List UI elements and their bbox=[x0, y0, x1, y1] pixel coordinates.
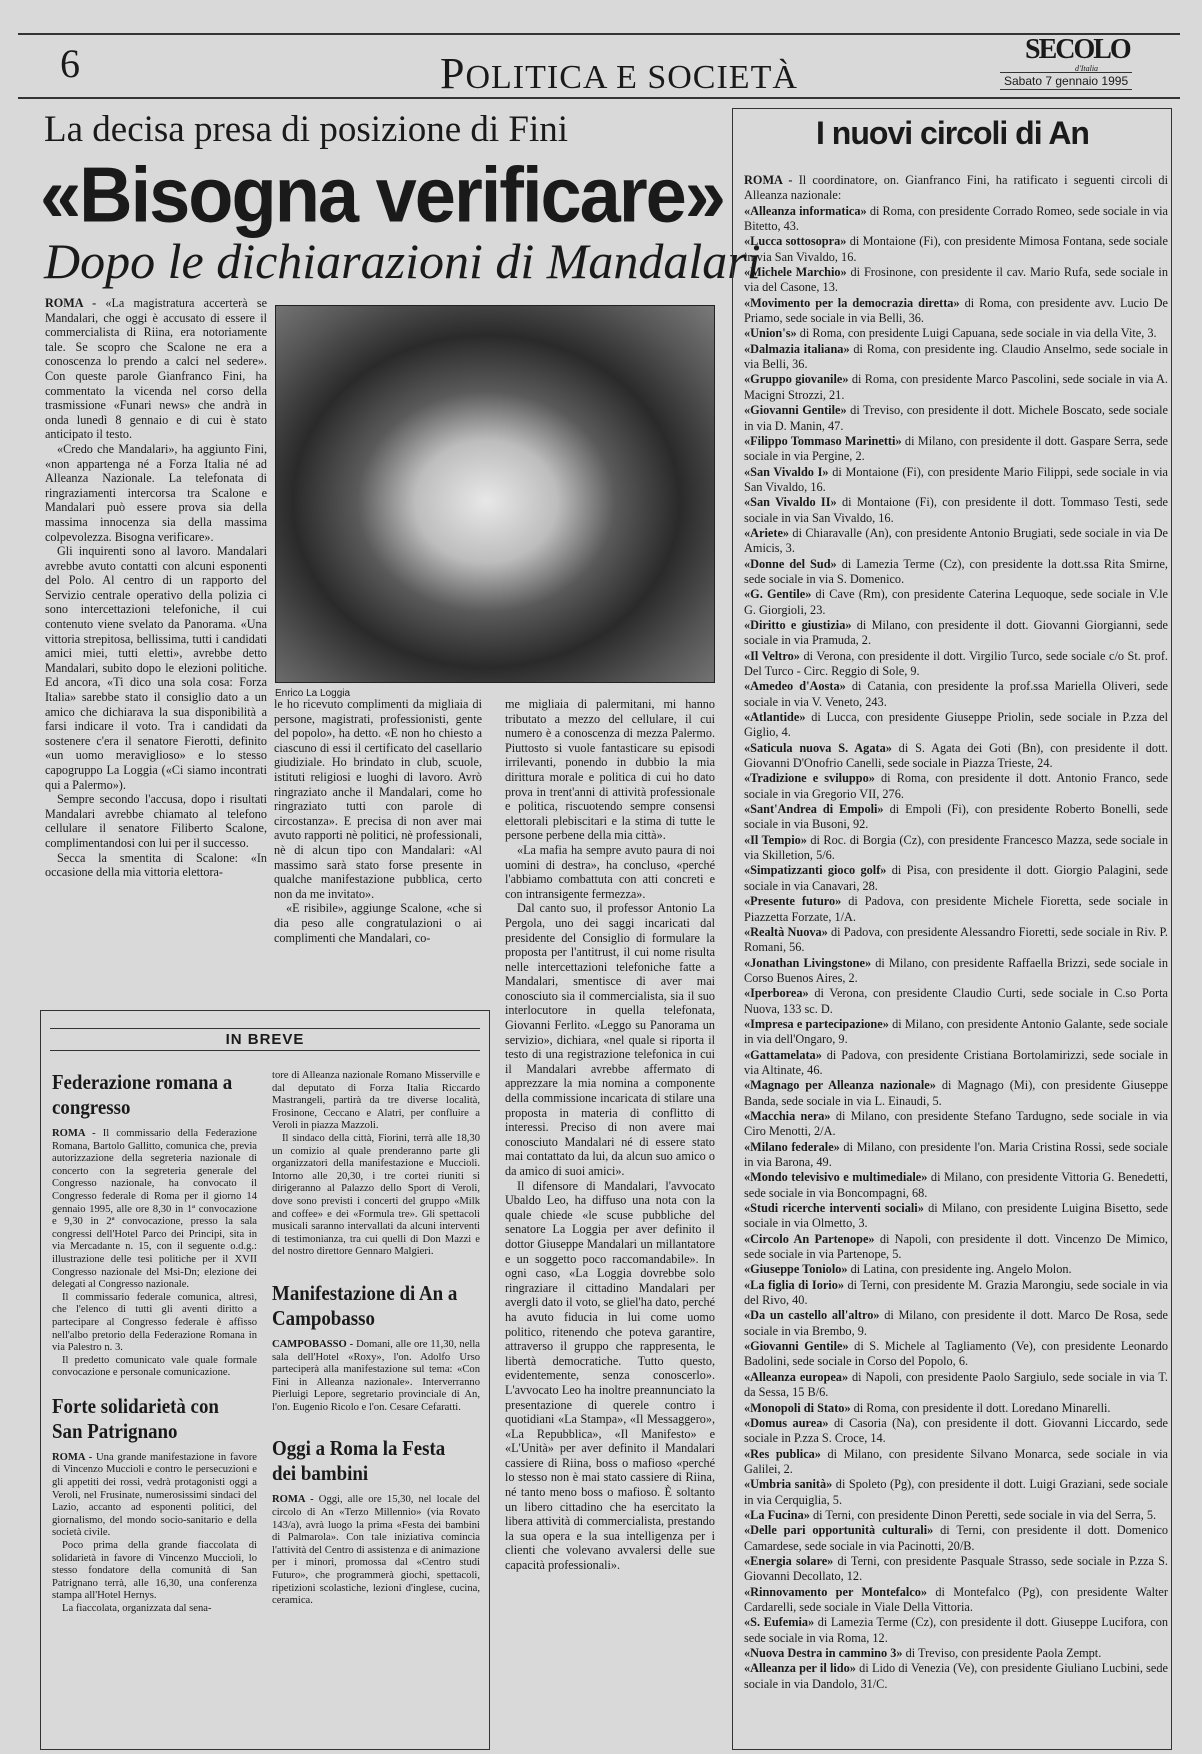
circolo-details: di Lido di Venezia (Ve), con presidente Giuliano Lucbini, sede sociale in via Dandolo, 31/C. bbox=[744, 1661, 1168, 1691]
circolo-name: «Il Tempio» bbox=[744, 832, 807, 847]
circolo-entry bbox=[744, 1078, 1168, 1109]
circolo-name: «La Fucina» bbox=[744, 1507, 810, 1522]
brief-body bbox=[52, 1128, 257, 1380]
brief-dateline: ROMA - bbox=[272, 1494, 319, 1506]
circolo-entry bbox=[744, 495, 1168, 526]
paragraph-text: Dal canto suo, il professor Antonio La Pergola, uno dei saggi incaricati dal presidente del Consiglio di formulare la proposta per l'antitrust, il cui nome risulta nelle intercettazioni telefoniche fatte a Mandalari, smentisce di aver mai conosciuto sia il commercialista, sia il suo interlocutore in quella telefonata, Giovanni Ferlito. «Leggo su Panorama un servizio», dichiara, «nel quale si riporta il testo di una registrazione telefonica in cui il Mandalari avrebbe affermato di apprezzare la mia nomina a componente della commissione incaricata di stilare una proposta in materia di conflitto di interessi. Preciso di non avere mai conosciuto Mandalari né di essere stato mai contattato da lui, da alcun suo amico o da amico di suoi amici». bbox=[505, 901, 715, 1178]
paragraph-text: me migliaia di palermitani, mi hanno tributato a mezzo del cellulare, il cui numero è a conoscenza di mezza Palermo. Piuttosto si vuole fantasticare su episodi irrilevanti, ponendo in dubbio la mia dirittura morale e politica di cui ho dato prova in trent'anni di attività professionale e politica, riscuotendo sempre consensi elettorali plebiscitari e la stima di tutte le persone perbene della mia città». bbox=[505, 697, 715, 843]
circolo-entry bbox=[744, 1401, 1168, 1416]
circolo-entry bbox=[744, 557, 1168, 588]
circolo-details: di Terni, con presidente M. Grazia Marongiu, sede sociale in via del Rivo, 40. bbox=[744, 1277, 1168, 1308]
circolo-details: di Cave (Rm), con presidente Caterina Lequoque, sede sociale in V.le G. Giorgioli, 23. bbox=[744, 587, 1168, 617]
circolo-name: «Ariete» bbox=[744, 525, 790, 540]
circolo-details: di Montaione (Fi), con presidente il dott. Tommaso Testi, sede sociale in via San Vivaldo, 16. bbox=[744, 495, 1168, 525]
brief-paragraph bbox=[272, 1339, 480, 1415]
circolo-name: «Mondo televisivo e multimediale» bbox=[744, 1170, 928, 1185]
circolo-name: «San Vivaldo II» bbox=[744, 495, 837, 510]
in-breve-title: IN BREVE bbox=[50, 1028, 480, 1051]
circolo-details: di Spoleto (Pg), con presidente il dott. Luigi Graziani, sede sociale in via Cerquiglia, 5. bbox=[744, 1477, 1168, 1507]
circolo-name: «Jonathan Livingstone» bbox=[744, 955, 872, 970]
circolo-entry bbox=[744, 1661, 1168, 1692]
circolo-name: «Atlantide» bbox=[744, 710, 806, 725]
brief-paragraph bbox=[52, 1128, 257, 1292]
circolo-details: di Milano, con presidente il dott. Giovanni Giorgianni, sede sociale in via Pramuda, 2. bbox=[744, 617, 1168, 648]
circolo-name: «Alleanza informatica» bbox=[744, 203, 867, 218]
brief-item bbox=[52, 1070, 257, 1380]
circolo-details: di Catania, con presidente la prof.ssa Mariella Oliveri, sede sociale in via V. Veneto, 243. bbox=[744, 679, 1168, 709]
circolo-entry bbox=[744, 802, 1168, 833]
circolo-name: «Impresa e partecipazione» bbox=[744, 1016, 889, 1031]
circolo-entry bbox=[744, 265, 1168, 296]
circoli-intro bbox=[744, 173, 1168, 204]
circolo-details: di Roma, con presidente avv. Lucio De Priamo, sede sociale in via Belli, 36. bbox=[744, 295, 1168, 326]
circolo-name: «Giovanni Gentile» bbox=[744, 1339, 849, 1354]
circolo-details: di Milano, con presidente l'on. Maria Cristina Rossi, sede sociale in via Barona, 49. bbox=[744, 1139, 1168, 1169]
circolo-entry bbox=[744, 465, 1168, 496]
paragraph-text: Gli inquirenti sono al lavoro. Mandalari avrebbe avuto contatti con alcuni esponenti del Polo. Al centro di un rapporto del Servizio centrale operativo della polizia ci sono intercettazioni telefoniche, il cui contenuto viene svelato da Panorama. «Una vittoria strepitosa, bellissima, tutti i candidati amici miei, tutti eletti», avrebbe detto Mandalari, subito dopo le elezioni politiche. Ed ancora, «Ti dico una sola cosa: Forza Italia» sarebbe stato il consiglio dato a un amico che dichiarava la sua disponibilità a farsi indicare il voto. Tra i candidati da sostenere c'era il senatore Fierotti, definito «un uomo meraviglioso» e lo stesso capogruppo La Loggia («Ci siamo incontrati qui a Palermo»). bbox=[45, 544, 267, 792]
circolo-entry bbox=[744, 1646, 1168, 1661]
brief-item bbox=[272, 1436, 480, 1607]
circolo-entry bbox=[744, 649, 1168, 680]
circolo-name: «Res publica» bbox=[744, 1446, 821, 1461]
circolo-details: di Napoli, con presidente il dott. Vincenzo De Mimico, sede sociale in via Partenope, 5. bbox=[744, 1231, 1168, 1262]
circolo-name: «Magnago per Alleanza nazionale» bbox=[744, 1078, 936, 1093]
brief-text: Il commissario federale comunica, altresì, che l'elenco di tutti gli aventi diritto a partecipare al Congresso federale è affisso nell'albo pretorio della Federazione Romana in via Palestro n. 3. bbox=[52, 1291, 257, 1354]
circolo-details: di Roma, con presidente il dott. Antonio Franco, sede sociale in via Gregorio VII, 276. bbox=[744, 771, 1168, 801]
circolo-entry bbox=[744, 1585, 1168, 1616]
circoli-title: I nuovi circoli di An bbox=[816, 115, 1089, 151]
circolo-name: «Union's» bbox=[744, 326, 797, 341]
brief-paragraph bbox=[52, 1355, 257, 1380]
brief-text: La fiaccolata, organizzata dal sena- bbox=[62, 1603, 212, 1614]
circolo-details: di Latina, con presidente ing. Angelo Molon. bbox=[847, 1262, 1072, 1277]
circolo-entry bbox=[744, 1416, 1168, 1447]
article-column-1 bbox=[45, 296, 267, 880]
brief-item bbox=[272, 1281, 480, 1415]
circolo-name: «S. Eufemia» bbox=[744, 1615, 815, 1630]
circolo-name: «San Vivaldo I» bbox=[744, 464, 829, 479]
article-column-2 bbox=[274, 697, 482, 945]
circolo-name: «Lucca sottosopra» bbox=[744, 234, 847, 249]
paragraph-text: «La magistratura accerterà se Mandalari, che oggi è accusato di essere il commercialista di Riina, era notoriamente tale. Se scopro che Scalone ne era a conoscenza lo prendo a calci nel sedere». Con queste parole Gianfranco Fini, ha commentato la vicenda nel corso della trasmissione «Funari news» che andrà in onda lunedì 8 gennaio e di cui è stato anticipato il testo. bbox=[45, 296, 267, 442]
brief-text: Il sindaco della città, Fiorini, terrà alle 18,30 un comizio al quale prenderanno parte gli organizzatori della manifestazione e Muccioli. Intorno alle 20,30, i tre cortei riuniti si dirigeranno al Palazzo dello Sport di Veroli, dove sono previsti i concerti del gruppo «Milk and coffee» e dei «Formula tre». Gli spettacoli musicali saranno intervallati da alcuni interventi di testimonianza, tra cui quelli di Don Mazzi e del nostro direttore Gennaro Malgieri. bbox=[272, 1132, 480, 1258]
circolo-name: «Realtà Nuova» bbox=[744, 924, 828, 939]
circolo-entry bbox=[744, 833, 1168, 864]
circolo-entry bbox=[744, 1554, 1168, 1585]
circolo-details: di Padova, con presidente Alessandro Fioretti, sede sociale in Riv. P. Romani, 56. bbox=[744, 924, 1168, 955]
article-paragraph bbox=[505, 901, 715, 1178]
circolo-name: «Alleanza per il lido» bbox=[744, 1661, 856, 1676]
circolo-name: «Circolo An Partenope» bbox=[744, 1231, 875, 1246]
brief-item bbox=[52, 1394, 257, 1616]
circolo-entry bbox=[744, 863, 1168, 894]
circolo-entry bbox=[744, 1370, 1168, 1401]
circolo-entry bbox=[744, 403, 1168, 434]
circolo-entry bbox=[744, 1140, 1168, 1171]
brief-title: Federazione romana a congresso bbox=[52, 1070, 233, 1119]
article-paragraph bbox=[274, 901, 482, 945]
article-paragraph bbox=[45, 442, 267, 544]
photo-caption: Enrico La Loggia bbox=[275, 688, 351, 699]
circolo-name: «Milano federale» bbox=[744, 1139, 840, 1154]
circoli-list bbox=[744, 173, 1168, 1692]
circolo-name: «Rinnovamento per Montefalco» bbox=[744, 1584, 928, 1599]
circolo-details: di Frosinone, con presidente il cav. Mario Rufa, sede sociale in via del Casone, 13. bbox=[744, 265, 1168, 295]
circolo-entry bbox=[744, 204, 1168, 235]
circolo-details: di S. Michele al Tagliamento (Ve), con presidente Leonardo Badolini, sede sociale in Corso del Popolo, 6. bbox=[744, 1339, 1168, 1369]
article-paragraph bbox=[505, 1179, 715, 1573]
portrait-photo bbox=[275, 305, 715, 683]
article-paragraph bbox=[45, 792, 267, 850]
circolo-entry bbox=[744, 1232, 1168, 1263]
circolo-entry bbox=[744, 1615, 1168, 1646]
issue-date: Sabato 7 gennaio 1995 bbox=[1000, 72, 1132, 90]
circolo-details: di Pisa, con presidente il dott. Giorgio Palagini, sede sociale in via Canavari, 28. bbox=[744, 863, 1168, 893]
circolo-details: di Milano, con presidente Antonio Galante, sede sociale in via dell'Ongaro, 9. bbox=[744, 1016, 1168, 1047]
brief-dateline: ROMA - bbox=[52, 1451, 97, 1463]
circolo-entry bbox=[744, 1017, 1168, 1048]
in-breve-right-column bbox=[272, 1070, 480, 1608]
brief-text: Il commissario della Federazione Romana, Bartolo Gallitto, comunica che, previa autorizzazione della segreteria nazionale di concerto con la segreteria generale del Congresso nazionale, ha convocato il Congresso federale di Roma per il giorno 14 gennaio 1995, alle ore 8,30 in 1ª convocazione e 9,30 in 2ª convocazione, presso la sala congressi dell'Hotel Parco dei Principi, sita in via Mercadante n. 15, con il seguente o.d.g.: illustrazione delle tesi politiche per il XVII Congresso nazionale del Msi-Dn; elezione dei delegati al Congresso nazionale. bbox=[52, 1128, 258, 1291]
circolo-name: «Donne del Sud» bbox=[744, 556, 837, 571]
circolo-details: di Padova, con presidente Cristiana Bortolamirizzi, sede sociale in via Altinate, 46. bbox=[744, 1047, 1168, 1077]
article-paragraph bbox=[505, 697, 715, 843]
article-column-3 bbox=[505, 697, 715, 1573]
brief-paragraph bbox=[52, 1540, 257, 1603]
circolo-details: di Milano, con presidente Silvano Monarca, sede sociale in via Galilei, 2. bbox=[744, 1446, 1168, 1476]
circolo-entry bbox=[744, 925, 1168, 956]
brief-title: Manifestazione di An a Campobasso bbox=[272, 1280, 458, 1330]
article-headline: «Bisogna verificare» bbox=[40, 150, 724, 239]
circolo-details: di Milano, con presidente il dott. Gaspare Serra, sede sociale in via Pergine, 2. bbox=[744, 433, 1168, 464]
circolo-name: «Iperborea» bbox=[744, 986, 809, 1001]
article-kicker: La decisa presa di posizione di Fini bbox=[44, 109, 569, 150]
circolo-details: di Milano, con presidente Stefano Tardugno, sede sociale in via Ciro Menotti, 2/A. bbox=[744, 1108, 1168, 1139]
circolo-entry bbox=[744, 1201, 1168, 1232]
article-paragraph bbox=[274, 697, 482, 901]
circolo-details: di Milano, con presidente Luigina Bisetto, sede sociale in via Olmetto, 3. bbox=[744, 1201, 1168, 1231]
brief-body bbox=[272, 1494, 480, 1607]
circolo-entry bbox=[744, 1278, 1168, 1309]
circolo-details: di Lamezia Terme (Cz), con presidente la dott.ssa Rita Smirne, sede sociale in via S. Domenico. bbox=[744, 556, 1169, 586]
circolo-details: di Padova, con presidente Michele Fioretta, sede sociale in Piazzetta Forzate, 1/A. bbox=[744, 894, 1168, 924]
circolo-entry bbox=[744, 710, 1168, 741]
circolo-details: di Treviso, con presidente Paola Zempt. bbox=[902, 1646, 1102, 1660]
circolo-name: «Presente futuro» bbox=[744, 894, 842, 909]
brief-text: Una grande manifestazione in favore di Vincenzo Muccioli e contro le persecuzioni e gli appetiti dei rossi, vedrà protagonisti oggi a Veroli, nel Frusinate, numerosissimi sindaci del Lazio, accanto ad esponenti politici, del giornalismo, del mondo socio-sanitario e della società civile. bbox=[52, 1451, 258, 1539]
circolo-details: di Montefalco (Pg), con presidente Walter Cardarelli, sede sociale in Viale Della Vittoria. bbox=[744, 1584, 1168, 1614]
brief-title: Oggi a Roma la Festa dei bambini bbox=[272, 1436, 446, 1486]
circolo-details: di Roma, con presidente Marco Pascolini, sede sociale in via A. Macigni Strozzi, 21. bbox=[744, 372, 1168, 402]
article-paragraph bbox=[45, 296, 267, 442]
circolo-name: «La figlia di Iorio» bbox=[744, 1277, 845, 1292]
brief-paragraph bbox=[52, 1452, 257, 1540]
circolo-details: di Magnago (Mi), con presidente Giuseppe Banda, sede sociale in via L. Einaudi, 5. bbox=[744, 1078, 1168, 1108]
circolo-entry bbox=[744, 342, 1168, 373]
circolo-name: «Studi ricerche interventi sociali» bbox=[744, 1201, 924, 1216]
circolo-details: di Roc. di Borgia (Cz), con presidente Francesco Mazza, sede sociale in via Skilletion, 5/6. bbox=[744, 832, 1168, 863]
circolo-details: di Lucca, con presidente Giuseppe Priolin, sede sociale in P.zza del Giglio, 4. bbox=[744, 710, 1168, 740]
circolo-name: «Domus aurea» bbox=[744, 1415, 829, 1430]
brief-text: tore di Alleanza nazionale Romano Misserville e dal deputato di Forza Italia Riccardo Mastrangeli, partirà da tre diverse località, Frosinone, Ceccano e Alatri, per confluire a Veroli in piazza Mazzoli. bbox=[272, 1070, 480, 1132]
circolo-name: «Tradizione e sviluppo» bbox=[744, 771, 875, 786]
circolo-name: «Macchia nera» bbox=[744, 1108, 831, 1123]
brief-body bbox=[272, 1339, 480, 1415]
circolo-entry bbox=[744, 1523, 1168, 1554]
brief-item bbox=[272, 1070, 480, 1259]
circolo-entry bbox=[744, 1339, 1168, 1370]
circolo-name: «Alleanza europea» bbox=[744, 1369, 849, 1384]
circolo-name: «Amedeo d'Aosta» bbox=[744, 679, 846, 694]
circolo-name: «Energia solare» bbox=[744, 1553, 834, 1568]
circolo-details: di Montaione (Fi), con presidente Mario Filippi, sede sociale in via San Vivaldo, 16. bbox=[744, 464, 1168, 494]
circolo-entry bbox=[744, 679, 1168, 710]
circolo-name: «Da un castello all'altro» bbox=[744, 1308, 880, 1323]
page-number: 6 bbox=[60, 41, 80, 86]
circolo-entry bbox=[744, 618, 1168, 649]
circolo-entry bbox=[744, 326, 1168, 341]
circolo-details: di S. Agata dei Goti (Bn), con presidente il dott. Giovanni D'Onofrio Canelli, sede sociale in Piazza Trieste, 24. bbox=[744, 740, 1168, 771]
brief-paragraph bbox=[272, 1070, 480, 1133]
circolo-name: «Diritto e giustizia» bbox=[744, 617, 852, 632]
circolo-entry bbox=[744, 741, 1168, 772]
circolo-name: «G. Gentile» bbox=[744, 587, 812, 602]
circolo-details: di Milano, con presidente Vittoria G. Benedetti, sede sociale in via Boncompagni, 68. bbox=[744, 1170, 1168, 1200]
circolo-details: di Treviso, con presidente il dott. Michele Boscato, sede sociale in via D. Manin, 47. bbox=[744, 403, 1168, 433]
circolo-details: di Empoli (Fi), con presidente Roberto Bonelli, sede sociale in via Busoni, 92. bbox=[744, 802, 1168, 832]
circolo-details: di Chiaravalle (An), con presidente Antonio Brugiati, sede sociale in via De Amicis, 3. bbox=[744, 525, 1168, 556]
paragraph-text: «E risibile», aggiunge Scalone, «che si dia peso alle congratulazioni o ai complimenti che Mandalari, co- bbox=[274, 901, 482, 945]
logo-subtitle: d'Italia bbox=[1075, 64, 1099, 73]
circolo-entry bbox=[744, 526, 1168, 557]
article-subhead: Dopo le dichiarazioni di Mandalari bbox=[44, 233, 761, 289]
newspaper-logo: SECOLO bbox=[1025, 34, 1130, 65]
paragraph-text: le ho ricevuto complimenti da migliaia di persone, magistrati, professionisti, gente del popolo», ha detto. «E non ho chiesto a ciascuno di essi il certificato del casellario giudiziale. Ho brindato in club, scuole, istituti religiosi e luoghi di lavoro. Avrò ringraziato anche il Mandalari, come ho ringraziato tutti con parole di circostanza». E precisa di non aver mai avuto rapporti nè politici, nè professionali, nè di alcun tipo con Mandalari: «Al massimo sarà stato forse presente in qualche manifestazione pubblica, certo non da me invitato». bbox=[274, 697, 482, 901]
section-initial: P bbox=[440, 49, 466, 98]
circolo-entry bbox=[744, 434, 1168, 465]
brief-body bbox=[272, 1070, 480, 1259]
circolo-entry bbox=[744, 1308, 1168, 1339]
circolo-details: di Milano, con presidente il dott. Marco De Rosa, sede sociale in via Brembo, 9. bbox=[744, 1308, 1168, 1338]
circolo-name: «Sant'Andrea di Empoli» bbox=[744, 802, 884, 817]
circolo-details: di Casoria (Na), con presidente il dott. Giovanni Liccardo, sede sociale in P.zza S. Croce, 14. bbox=[744, 1415, 1168, 1446]
circolo-entry bbox=[744, 986, 1168, 1017]
circolo-entry bbox=[744, 1477, 1168, 1508]
brief-text: Domani, alle ore 11,30, nella sala dell'Hotel «Roxy», l'on. Adolfo Urso parteciperà alla manifestazione sul tema: «Con Fini in Alleanza nazionale». Interverranno Pierluigi Lepore, segretario provinciale di An, l'on. Eugenio Ricolo e l'on. Cesare Cefaratti. bbox=[272, 1338, 480, 1413]
circolo-name: «Nuova Destra in cammino 3» bbox=[744, 1646, 903, 1660]
circolo-name: «Giuseppe Toniolo» bbox=[744, 1262, 848, 1277]
circolo-name: «Movimento per la democrazia diretta» bbox=[744, 295, 960, 310]
article-dateline: ROMA - bbox=[45, 296, 106, 310]
circolo-name: «Dalmazia italiana» bbox=[744, 341, 850, 356]
circolo-name: «Filippo Tommaso Marinetti» bbox=[744, 433, 902, 448]
circolo-name: «Monopoli di Stato» bbox=[744, 1400, 851, 1415]
paragraph-text: «Credo che Mandalari», ha aggiunto Fini, «non appartenga né a Forza Italia né ad Alleanza Nazionale. La telefonata di ringraziamenti intercorsa tra Scalone e Mandalari può essere prova sia della massima innocenza sia della massima colpevolezza. Bisogna verificare». bbox=[45, 441, 267, 544]
circolo-entry bbox=[744, 1508, 1168, 1523]
circolo-name: «Umbria sanità» bbox=[744, 1477, 833, 1492]
circolo-details: di Roma, con presidente Luigi Capuana, sede sociale in via della Vite, 3. bbox=[796, 326, 1157, 341]
brief-text: Il predetto comunicato vale quale formale convocazione e personale comunicazione. bbox=[52, 1354, 257, 1379]
circolo-details: di Montaione (Fi), con presidente Mimosa Fontana, sede sociale in via San Vivaldo, 16. bbox=[744, 234, 1168, 264]
circolo-details: di Lamezia Terme (Cz), con presidente il dott. Giuseppe Lucifora, con sede sociale in via Roma, 12. bbox=[744, 1615, 1168, 1645]
circolo-entry bbox=[744, 894, 1168, 925]
top-rule bbox=[18, 33, 1180, 35]
brief-text: Poco prima della grande fiaccolata di solidarietà in favore di Vincenzo Muccioli, lo stesso fondatore della comunità di San Patrignano terrà, alle 16,30, una conferenza stampa all'Hotel Hernys. bbox=[52, 1540, 257, 1602]
brief-text: Oggi, alle ore 15,30, nel locale del circolo di An «Terzo Millennio» (via Rovato 143/a), avrà luogo la prima «Festa dei bambini di Palmarola». Con tale iniziativa comincia l'attività del Centro di assistenza e di animazione per i minori, promossa dal «Centro studi Futuro», che programmerà giochi, spettacoli, ripetizioni scolastiche, lezioni d'inglese, cucina, ceramica. bbox=[272, 1494, 481, 1607]
circoli-intro-text: Il coordinatore, on. Gianfranco Fini, ha ratificato i seguenti circoli di Alleanza nazionale: bbox=[744, 173, 1168, 203]
brief-paragraph bbox=[272, 1494, 480, 1607]
circolo-name: «Delle pari opportunità culturali» bbox=[744, 1523, 934, 1538]
circolo-details: di Roma, con presidente ing. Claudio Anselmo, sede sociale in via Belli, 36. bbox=[744, 341, 1168, 372]
circolo-details: di Terni, con presidente Dinon Peretti, sede sociale in via del Serra, 5. bbox=[809, 1507, 1157, 1522]
circolo-name: «Gruppo giovanile» bbox=[744, 372, 849, 387]
paragraph-text: «La mafia ha sempre avuto paura di noi uomini di destra», ha concluso, «perché l'abbiamo combattuta con atti concreti e con intransigente fermezza». bbox=[505, 842, 715, 901]
article-paragraph bbox=[45, 851, 267, 880]
circolo-entry bbox=[744, 1048, 1168, 1079]
paragraph-text: Il difensore di Mandalari, l'avvocato Ubaldo Leo, ha diffuso una nota con la quale chiede «le scuse pubbliche del senatore La Loggia per aver definito il dottor Giuseppe Mandalari un millantatore e un soggetto poco raccomandabile». In ogni caso, «La Loggia dovrebbe solo ringraziare il cittadino Mandalari per avergli dato il voto, se gliel'ha dato, perché ha avuto fiducia in lui come uomo politico, ritenendo che poteva garantire, attraverso il gruppo che rappresenta, le libertà democratiche. Tutto questo, evidentemente, senza conoscerlo». L'avvocato Leo ha inoltre preannunciato la presentazione di querele contro i quotidiani «La Stampa», «Il Messaggero», «La Repubblica», «Il Manifesto» e «L'Unità» per aver definito il Mandalari cassiere di Riina, boss o mafioso «perché lo stesso non è mai stato cassiere di Riina, né tanto meno boss o mafioso. È soltanto un libero cittadino che ha esercitato la libera attività di commercialista, prestando la sua opera e la sua intelligenza per i clienti che volevano avvalersi delle sue capacità professionali». bbox=[505, 1178, 715, 1573]
brief-dateline: ROMA - bbox=[52, 1128, 103, 1139]
article-paragraph bbox=[45, 544, 267, 792]
brief-body bbox=[52, 1452, 257, 1616]
circolo-name: «Saticula nuova S. Agata» bbox=[744, 740, 892, 755]
paragraph-text: Secca la smentita di Scalone: «In occasione della mia vittoria elettora- bbox=[45, 850, 267, 880]
circoli-dateline: ROMA - bbox=[744, 173, 799, 187]
brief-paragraph bbox=[52, 1292, 257, 1355]
circolo-entry bbox=[744, 1109, 1168, 1140]
brief-title: Forte solidarietà con San Patrignano bbox=[52, 1393, 219, 1443]
circolo-name: «Giovanni Gentile» bbox=[744, 403, 847, 418]
circolo-entry bbox=[744, 956, 1168, 987]
brief-dateline: CAMPOBASSO - bbox=[272, 1338, 357, 1350]
circolo-entry bbox=[744, 234, 1168, 265]
brief-paragraph bbox=[52, 1603, 257, 1616]
section-rest: OLITICA E SOCIETÀ bbox=[465, 59, 798, 96]
circolo-entry bbox=[744, 1447, 1168, 1478]
circolo-details: di Napoli, con presidente Paolo Sargiulo, sede sociale in via T. da Sessa, 15 B/6. bbox=[744, 1369, 1168, 1400]
circolo-details: di Roma, con presidente Corrado Romeo, sede sociale in via Bitetto, 43. bbox=[744, 203, 1168, 234]
in-breve-left-column bbox=[52, 1070, 257, 1616]
circolo-entry bbox=[744, 296, 1168, 327]
brief-paragraph bbox=[272, 1133, 480, 1259]
circolo-details: di Terni, con presidente il dott. Domenico Camardese, sede sociale in via Pacinotti, 20/B. bbox=[744, 1523, 1168, 1553]
circolo-name: «Simpatizzanti gioco golf» bbox=[744, 863, 887, 878]
circolo-entry bbox=[744, 372, 1168, 403]
circolo-details: di Terni, con presidente Pasquale Strasso, sede sociale in P.zza S. Giovanni Decollato, 12. bbox=[744, 1553, 1169, 1584]
circolo-entry bbox=[744, 771, 1168, 802]
article-paragraph bbox=[505, 843, 715, 901]
circolo-entry bbox=[744, 1262, 1168, 1277]
circolo-details: di Verona, con presidente il dott. Virgilio Turco, sede sociale c/o St. prof. Del Turco - Circ. Reggio di Sole, 9. bbox=[744, 648, 1168, 678]
circolo-name: «Michele Marchio» bbox=[744, 265, 847, 280]
circolo-details: di Milano, con presidente Raffaella Brizzi, sede sociale in Corso Buenos Aires, 2. bbox=[744, 955, 1168, 985]
circolo-entry bbox=[744, 1170, 1168, 1201]
section-title bbox=[440, 48, 798, 99]
paragraph-text: Sempre secondo l'accusa, dopo i risultati Mandalari avrebbe chiamato al telefono cellulare il senatore Filiberto Scalone, complimentandosi con lui per il successo. bbox=[45, 792, 267, 850]
circolo-details: di Verona, con presidente Claudio Curti, sede sociale in C.so Porta Nuova, 133 sc. D. bbox=[744, 986, 1168, 1016]
circolo-details: di Roma, con presidente il dott. Loredano Minarelli. bbox=[850, 1400, 1111, 1415]
circolo-name: «Gattamelata» bbox=[744, 1047, 822, 1062]
circolo-name: «Il Veltro» bbox=[744, 648, 800, 663]
circolo-entry bbox=[744, 587, 1168, 618]
